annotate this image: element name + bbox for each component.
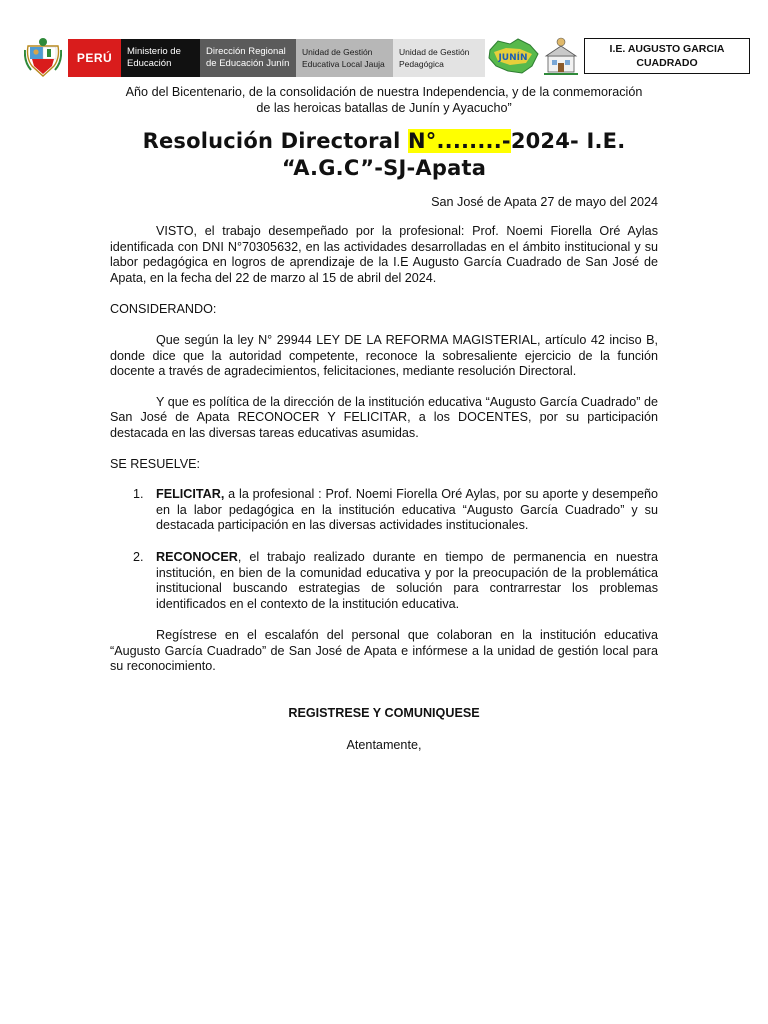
considerando-paragraph-2: Y que es política de la dirección de la institución educativa “Augusto García Cuadrado” de San José de Apata RECONOCER Y FELICITAR, a los DOCENTES, por su participación destacada en las diversas tareas educativas asumidas.: [110, 394, 658, 440]
closing-statement: REGISTRESE Y COMUNIQUESE: [288, 706, 480, 721]
ugel-jauja-label: Unidad de Gestión Educativa Local Jauja: [296, 39, 393, 77]
junin-logo-text: JUNÍN: [498, 53, 528, 63]
junin-map-logo-icon: [486, 36, 540, 76]
title-number-highlight: N°........-: [408, 129, 511, 153]
item-number: 2.: [133, 549, 144, 564]
item-text: a la profesional : Prof. Noemi Fiorella Oré Aylas, por su aporte y desempeño en la labor pedagógica en la institución educativa “Augusto García Cuadrado” y su destacada participación en las diversas actividades institucionales.: [156, 487, 658, 533]
government-banner: [68, 39, 485, 77]
item-keyword: RECONOCER: [156, 549, 238, 564]
letterhead: [22, 36, 754, 80]
visto-paragraph: VISTO, el trabajo desempeñado por la profesional: Prof. Noemi Fiorella Oré Aylas identificada con DNI N°70305632, en las actividades desarrolladas en el ámbito institucional y su labor pedagógica en logros de aprendizaje de la I.E Augusto García Cuadrado de San José de Apata, en la fecha del 22 de marzo al 15 de abril del 2024.: [110, 224, 658, 285]
resuelve-heading: SE RESUELVE:: [110, 456, 201, 471]
peru-label: PERÚ: [68, 39, 121, 77]
title-suffix: 2024- I.E. “A.G.C”-SJ-Apata: [281, 129, 626, 180]
document-title: [110, 128, 658, 182]
atentamente: Atentamente,: [346, 738, 422, 753]
school-crest-icon: [542, 36, 580, 76]
resolution-document: [110, 84, 658, 753]
school-name-box: I.E. AUGUSTO GARCIA CUADRADO: [584, 38, 750, 74]
resolution-item-2: [110, 550, 658, 612]
year-name-header: Año del Bicentenario, de la consolidación de nuestra Independencia, y de la conmemoración de las heroicas batallas de Junín y Ayacucho”: [125, 85, 643, 115]
resolution-items: [110, 487, 658, 612]
peru-coat-of-arms-icon: [24, 36, 62, 78]
ministerio-educacion-label: Ministerio de Educación: [121, 39, 200, 77]
title-prefix: Resolución Directoral: [142, 129, 408, 153]
considerando-heading: CONSIDERANDO:: [110, 302, 217, 317]
gestion-pedagogica-label: Unidad de Gestión Pedagógica: [393, 39, 485, 77]
direccion-regional-label: Dirección Regional de Educación Junín: [200, 39, 296, 77]
considerando-paragraph-1: Que según la ley N° 29944 LEY DE LA REFORMA MAGISTERIAL, artículo 42 inciso B, donde dice que la autoridad competente, reconoce la sobresaliente ejercicio de la función docente a través de agradecimientos, felicitaciones, mediante resolución Directoral.: [110, 332, 658, 379]
item-keyword: FELICITAR,: [156, 487, 225, 502]
resolution-item-1: [110, 487, 658, 534]
registrese-paragraph: Regístrese en el escalafón del personal que colaboran en la institución educativa “Augusto García Cuadrado” de San José de Apata e infórmese a la unidad de gestión local para su reconocimiento.: [110, 628, 658, 674]
place-date: San José de Apata 27 de mayo del 2024: [431, 195, 658, 209]
item-text: , el trabajo realizado durante en tiempo de permanencia en nuestra institución, en bien de la comunidad educativa y por la preocupación de la problemática institucional buscando estrategias de solución para contrarrestar los problemas identificados en el contexto de la institución educativa.: [156, 549, 658, 611]
item-number: 1.: [133, 487, 144, 502]
